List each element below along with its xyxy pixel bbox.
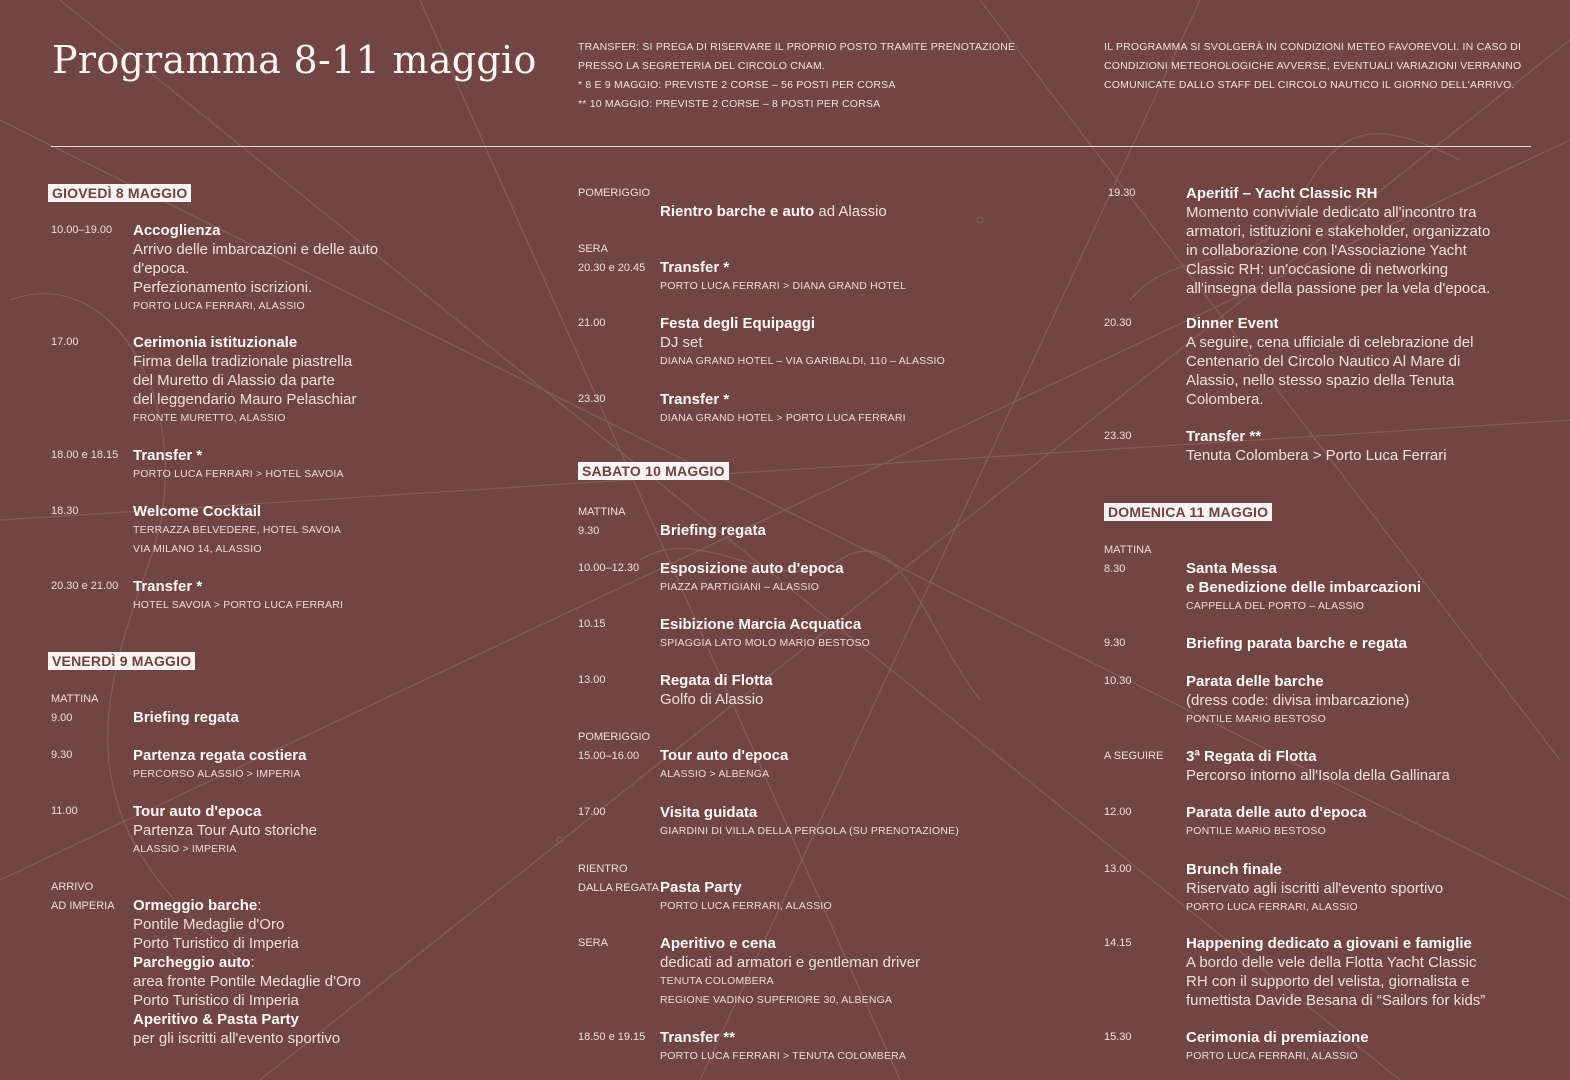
event-time-text: 20.30 e 20.45: [578, 261, 646, 274]
arrival-line: [133, 1010, 361, 1029]
event-description: Classic RH: un'occasione di networking: [1186, 261, 1449, 278]
event-time-text: 20.30: [1104, 317, 1132, 329]
event-description: Percorso intorno all'Isola della Gallinara: [1186, 767, 1450, 784]
arrival-line-text: Porto Turistico di Imperia: [133, 992, 299, 1009]
event-title: Cerimonia di premiazione: [1186, 1029, 1369, 1046]
event-location: HOTEL SAVOIA > PORTO LUCA FERRARI: [133, 599, 344, 611]
event-time: [1104, 1028, 1132, 1047]
event-time-period: RIENTRO: [578, 863, 628, 875]
event-body: [133, 746, 306, 784]
event-body: [133, 577, 343, 615]
event-time-text: 10.15: [578, 618, 606, 630]
event-time: [578, 503, 625, 540]
event-time: [1104, 314, 1132, 333]
event-time-text: 17.00: [578, 806, 606, 818]
event-title: Tour auto d'epoca: [133, 803, 262, 820]
event-time: [578, 240, 645, 277]
event-time-period: POMERIGGIO: [578, 731, 651, 743]
event-time-text: 8.30: [1104, 562, 1126, 575]
event-body: [1186, 803, 1366, 841]
event-body: [660, 314, 945, 371]
event-description: armatori, istituzioni e stakeholder, organizzato: [1186, 223, 1491, 240]
day-heading-saturday: SABATO 10 MAGGIO: [578, 462, 729, 480]
event-body: [1186, 934, 1485, 1010]
arrival-line-text: per gli iscritti all'evento sportivo: [133, 1030, 341, 1047]
event-time-text: 18.50 e 19.15: [578, 1031, 646, 1043]
event-title: Transfer *: [133, 578, 203, 595]
event-body: [133, 708, 239, 727]
event-time: [578, 934, 608, 953]
event-title: Transfer **: [1186, 428, 1262, 445]
event-time: [578, 390, 606, 409]
event-time: [578, 314, 606, 333]
event-location: PORTO LUCA FERRARI, ALASSIO: [1186, 1050, 1358, 1062]
event-description: fumettista Davide Besana di “Sailors for kids”: [1186, 992, 1486, 1009]
event-time: [1104, 803, 1132, 822]
event-title: Brunch finale: [1186, 861, 1282, 878]
event-title: Accoglienza: [133, 222, 221, 239]
event-time-text: 12.00: [1104, 806, 1132, 818]
event-time-text: 9.30: [51, 749, 73, 761]
event-time-text: 21.00: [578, 317, 606, 329]
event-description: Tenuta Colombera > Porto Luca Ferrari: [1186, 447, 1447, 464]
event-body: [1186, 559, 1421, 616]
event-body: [1186, 634, 1407, 653]
event-location: PONTILE MARIO BESTOSO: [1186, 713, 1326, 725]
event-time-text: 18.00 e 18.15: [51, 449, 119, 461]
event-description: dedicati ad armatori e gentleman driver: [660, 954, 921, 971]
event-title: Transfer *: [660, 259, 730, 276]
event-title: Welcome Cocktail: [133, 503, 262, 520]
event-time: [1104, 934, 1132, 953]
event-body: [133, 502, 341, 559]
event-location: DIANA GRAND HOTEL > PORTO LUCA FERRARI: [660, 412, 906, 424]
weather-note-line: COMUNICATE DALLO STAFF DEL CIRCOLO NAUTICO IL GIORNO DELL'ARRIVO.: [1104, 79, 1515, 91]
event-body: [660, 934, 920, 1010]
event-body: [133, 221, 378, 316]
event-location: PORTO LUCA FERRARI > HOTEL SAVOIA: [133, 468, 344, 480]
event-body: [133, 896, 361, 1048]
event-location: ALASSIO > IMPERIA: [133, 843, 237, 855]
event-title: Tour auto d'epoca: [660, 747, 789, 764]
event-description: del leggendario Mauro Pelaschiar: [133, 391, 357, 408]
event-time: [578, 615, 606, 634]
transfer-note: [578, 38, 1015, 114]
header-divider: [51, 146, 1531, 147]
page-title: Programma 8-11 maggio: [52, 38, 537, 82]
event-title: Transfer *: [133, 447, 203, 464]
event-description: del Muretto di Alassio da parte: [133, 372, 335, 389]
arrival-line: [133, 934, 361, 953]
event-title: Dinner Event: [1186, 315, 1279, 332]
arrival-line: [133, 896, 361, 915]
event-time-period: MATTINA: [578, 506, 626, 518]
event-title: Parata delle auto d'epoca: [1186, 804, 1367, 821]
event-time: [51, 802, 78, 821]
event-location: TERRAZZA BELVEDERE, HOTEL SAVOIA: [133, 524, 342, 536]
event-time: [1104, 747, 1163, 766]
event-location: GIARDINI DI VILLA DELLA PERGOLA (SU PRENOTAZIONE): [660, 825, 960, 837]
event-time-period: SERA: [578, 937, 608, 949]
event-time-text: 11.00: [51, 805, 78, 817]
event-time: [1108, 184, 1136, 203]
event-location: PORTO LUCA FERRARI, ALASSIO: [133, 300, 305, 312]
event-description: Golfo di Alassio: [660, 691, 764, 708]
event-location: PORTO LUCA FERRARI > TENUTA COLOMBERA: [660, 1050, 907, 1062]
event-location: PORTO LUCA FERRARI, ALASSIO: [1186, 901, 1358, 913]
event-time-period: MATTINA: [1104, 544, 1152, 556]
event-description: Momento conviviale dedicato all'incontro tra: [1186, 204, 1477, 221]
event-time: [578, 803, 606, 822]
arrival-line: [133, 915, 361, 934]
event-description: A seguire, cena ufficiale di celebrazione del: [1186, 334, 1474, 351]
event-time: [51, 577, 118, 596]
event-body: [1186, 672, 1409, 729]
day-heading-sunday: DOMENICA 11 MAGGIO: [1104, 503, 1272, 521]
event-title: Transfer *: [660, 391, 730, 408]
event-body: [660, 258, 906, 296]
event-time: [578, 1028, 645, 1047]
transfer-note-line: TRANSFER: SI PREGA DI RISERVARE IL PROPRIO POSTO TRAMITE PRENOTAZIONE: [578, 41, 1016, 53]
event-body: [1186, 314, 1473, 409]
event-location: VIA MILANO 14, ALASSIO: [133, 543, 262, 555]
event-location: PORTO LUCA FERRARI > DIANA GRAND HOTEL: [660, 280, 907, 292]
event-body: [133, 802, 317, 859]
event-title: Parata delle barche: [1186, 673, 1324, 690]
arrival-line-text: Porto Turistico di Imperia: [133, 935, 299, 952]
event-description: Arrivo delle imbarcazioni e delle auto: [133, 241, 379, 258]
event-description: Centenario del Circolo Nautico Al Mare di: [1186, 353, 1461, 370]
event-time-text: 9.30: [578, 524, 600, 537]
event-description: all'insegna della passione per la vela d'epoca.: [1186, 280, 1491, 297]
arrival-line-text: :: [250, 954, 255, 971]
arrival-line-bold: Aperitivo & Pasta Party: [133, 1011, 299, 1028]
arrival-line-bold: Parcheggio auto: [133, 954, 251, 971]
event-title: Rientro barche e auto: [660, 203, 815, 220]
event-time-period: MATTINA: [51, 693, 99, 705]
event-title: Aperitif – Yacht Classic RH: [1186, 185, 1378, 202]
event-title: 3ª Regata di Flotta: [1186, 748, 1317, 765]
event-body: [1186, 747, 1450, 785]
event-body: [1186, 427, 1447, 465]
event-body: [660, 1028, 906, 1066]
event-time-text: 15.30: [1104, 1031, 1132, 1043]
event-body: [660, 521, 766, 540]
weather-note-line: CONDIZIONI METEOROLOGICHE AVVERSE, EVENTUALI VARIAZIONI VERRANNO: [1104, 60, 1522, 72]
event-title: Aperitivo e cena: [660, 935, 776, 952]
event-location: TENUTA COLOMBERA: [660, 975, 774, 987]
event-description: in collaborazione con l'Associazione Yacht: [1186, 242, 1467, 259]
event-time-text: 18.30: [51, 505, 79, 517]
event-description: Partenza Tour Auto storiche: [133, 822, 317, 839]
weather-note: [1104, 38, 1521, 95]
arrival-line-text: area fronte Pontile Medaglie d'Oro: [133, 973, 361, 990]
event-time: [51, 333, 79, 352]
event-time-text: 19.30: [1108, 187, 1136, 199]
event-location: ALASSIO > ALBENGA: [660, 768, 770, 780]
event-time-text: A SEGUIRE: [1104, 750, 1164, 762]
event-time: [578, 559, 639, 578]
event-time: [1104, 672, 1132, 691]
event-time-period: POMERIGGIO: [578, 187, 651, 199]
event-title: Esibizione Marcia Acquatica: [660, 616, 862, 633]
event-body: [660, 671, 773, 709]
event-description: DJ set: [660, 334, 703, 351]
event-time-text: 13.00: [578, 674, 606, 686]
event-location: REGIONE VADINO SUPERIORE 30, ALBENGA: [660, 994, 893, 1006]
event-body: [1186, 860, 1443, 917]
event-body: [660, 559, 844, 597]
event-time-text: 14.15: [1104, 937, 1132, 949]
event-title: Pasta Party: [660, 879, 742, 896]
transfer-note-line: PRESSO LA SEGRETERIA DEL CIRCOLO CNAM.: [578, 60, 826, 72]
event-time-text: 9.30: [1104, 637, 1126, 649]
event-location: PIAZZA PARTIGIANI – ALASSIO: [660, 581, 820, 593]
event-time: [1104, 541, 1151, 578]
event-time: [51, 878, 115, 915]
event-title-line-2: e Benedizione delle imbarcazioni: [1186, 579, 1422, 596]
event-location: PORTO LUCA FERRARI, ALASSIO: [660, 900, 832, 912]
event-description: (dress code: divisa imbarcazione): [1186, 692, 1410, 709]
event-body: [1186, 184, 1490, 298]
event-body: [660, 803, 959, 841]
event-title: Santa Messa: [1186, 560, 1277, 577]
event-time-text: 20.30 e 21.00: [51, 580, 119, 592]
arrival-line: [133, 972, 361, 991]
event-time-text: 13.00: [1104, 863, 1132, 875]
event-time: [51, 746, 72, 765]
event-time: [1104, 427, 1132, 446]
event-description: Alassio, nello stesso spazio della Tenuta: [1186, 372, 1455, 389]
event-description: A bordo delle vele della Flotta Yacht Classic: [1186, 954, 1477, 971]
event-time: [578, 671, 606, 690]
event-title: Regata di Flotta: [660, 672, 773, 689]
event-title: Esposizione auto d'epoca: [660, 560, 844, 577]
arrival-line: [133, 1029, 361, 1048]
arrival-line: [133, 953, 361, 972]
event-title: Briefing regata: [660, 522, 766, 539]
event-title: Briefing parata barche e regata: [1186, 635, 1407, 652]
event-description: Perfezionamento iscrizioni.: [133, 279, 313, 296]
event-time: [51, 221, 112, 240]
weather-note-line: IL PROGRAMMA SI SVOLGERÀ IN CONDIZIONI METEO FAVOREVOLI. IN CASO DI: [1104, 41, 1522, 53]
event-title: Transfer **: [660, 1029, 736, 1046]
event-time-text: 15.00–16.00: [578, 749, 640, 762]
event-description: Riservato agli iscritti all'evento sportivo: [1186, 880, 1444, 897]
event-time: [578, 184, 650, 203]
transfer-note-line: * 8 E 9 MAGGIO: PREVISTE 2 CORSE – 56 POSTI PER CORSA: [578, 79, 896, 91]
event-body: [660, 746, 788, 784]
event-title: Briefing regata: [133, 709, 239, 726]
event-time-period: ARRIVO: [51, 881, 94, 893]
event-location: SPIAGGIA LATO MOLO MARIO BESTOSO: [660, 637, 871, 649]
event-time-text: 9.00: [51, 711, 73, 724]
event-time-text: 23.30: [578, 393, 606, 405]
arrival-line: [133, 991, 361, 1010]
event-time-text: AD IMPERIA: [51, 899, 115, 912]
event-body: [133, 446, 344, 484]
event-time-text: 10.00–12.30: [578, 562, 640, 574]
event-title: Happening dedicato a giovani e famiglie: [1186, 935, 1472, 952]
event-time: [51, 690, 98, 727]
event-time: [578, 860, 659, 897]
event-description: d'epoca.: [133, 260, 190, 277]
event-time: [578, 728, 650, 765]
day-heading-friday: VENERDÌ 9 MAGGIO: [48, 652, 195, 670]
arrival-line-bold: Ormeggio barche: [133, 897, 258, 914]
event-time: [1104, 860, 1132, 879]
event-location: FRONTE MURETTO, ALASSIO: [133, 412, 286, 424]
event-body: [660, 202, 887, 221]
arrival-line-text: Pontile Medaglie d'Oro: [133, 916, 285, 933]
event-title: Partenza regata costiera: [133, 747, 307, 764]
event-title: Cerimonia istituzionale: [133, 334, 298, 351]
event-time: [51, 502, 79, 521]
event-time: [1104, 634, 1125, 653]
day-heading-thursday: GIOVEDÌ 8 MAGGIO: [48, 184, 191, 202]
event-location: CAPPELLA DEL PORTO – ALASSIO: [1186, 600, 1365, 612]
event-body: [660, 615, 870, 653]
event-location: PONTILE MARIO BESTOSO: [1186, 825, 1326, 837]
event-title-suffix: ad Alassio: [814, 203, 887, 220]
event-time-text: 10.30: [1104, 675, 1132, 687]
event-body: [1186, 1028, 1369, 1066]
transfer-note-line: ** 10 MAGGIO: PREVISTE 2 CORSE – 8 POSTI PER CORSA: [578, 98, 881, 110]
event-description: Firma della tradizionale piastrella: [133, 353, 353, 370]
event-body: [660, 878, 832, 916]
event-body: [133, 333, 356, 428]
event-title: Visita guidata: [660, 804, 758, 821]
event-time-period: DALLA REGATA: [578, 881, 659, 894]
event-time-text: 10.00–19.00: [51, 224, 113, 236]
event-location: DIANA GRAND HOTEL – VIA GARIBALDI, 110 – ALASSIO: [660, 355, 946, 367]
arrival-line-text: :: [257, 897, 262, 914]
event-time-period: SERA: [578, 243, 608, 255]
event-location: PERCORSO ALASSIO > IMPERIA: [133, 768, 301, 780]
event-title: Festa degli Equipaggi: [660, 315, 816, 332]
event-description: Colombera.: [1186, 391, 1264, 408]
event-body: [660, 390, 906, 428]
event-time: [51, 446, 118, 465]
event-description: RH con il supporto del velista, giornalista e: [1186, 973, 1470, 990]
event-time-text: 17.00: [51, 336, 79, 348]
event-time-text: 23.30: [1104, 430, 1132, 442]
